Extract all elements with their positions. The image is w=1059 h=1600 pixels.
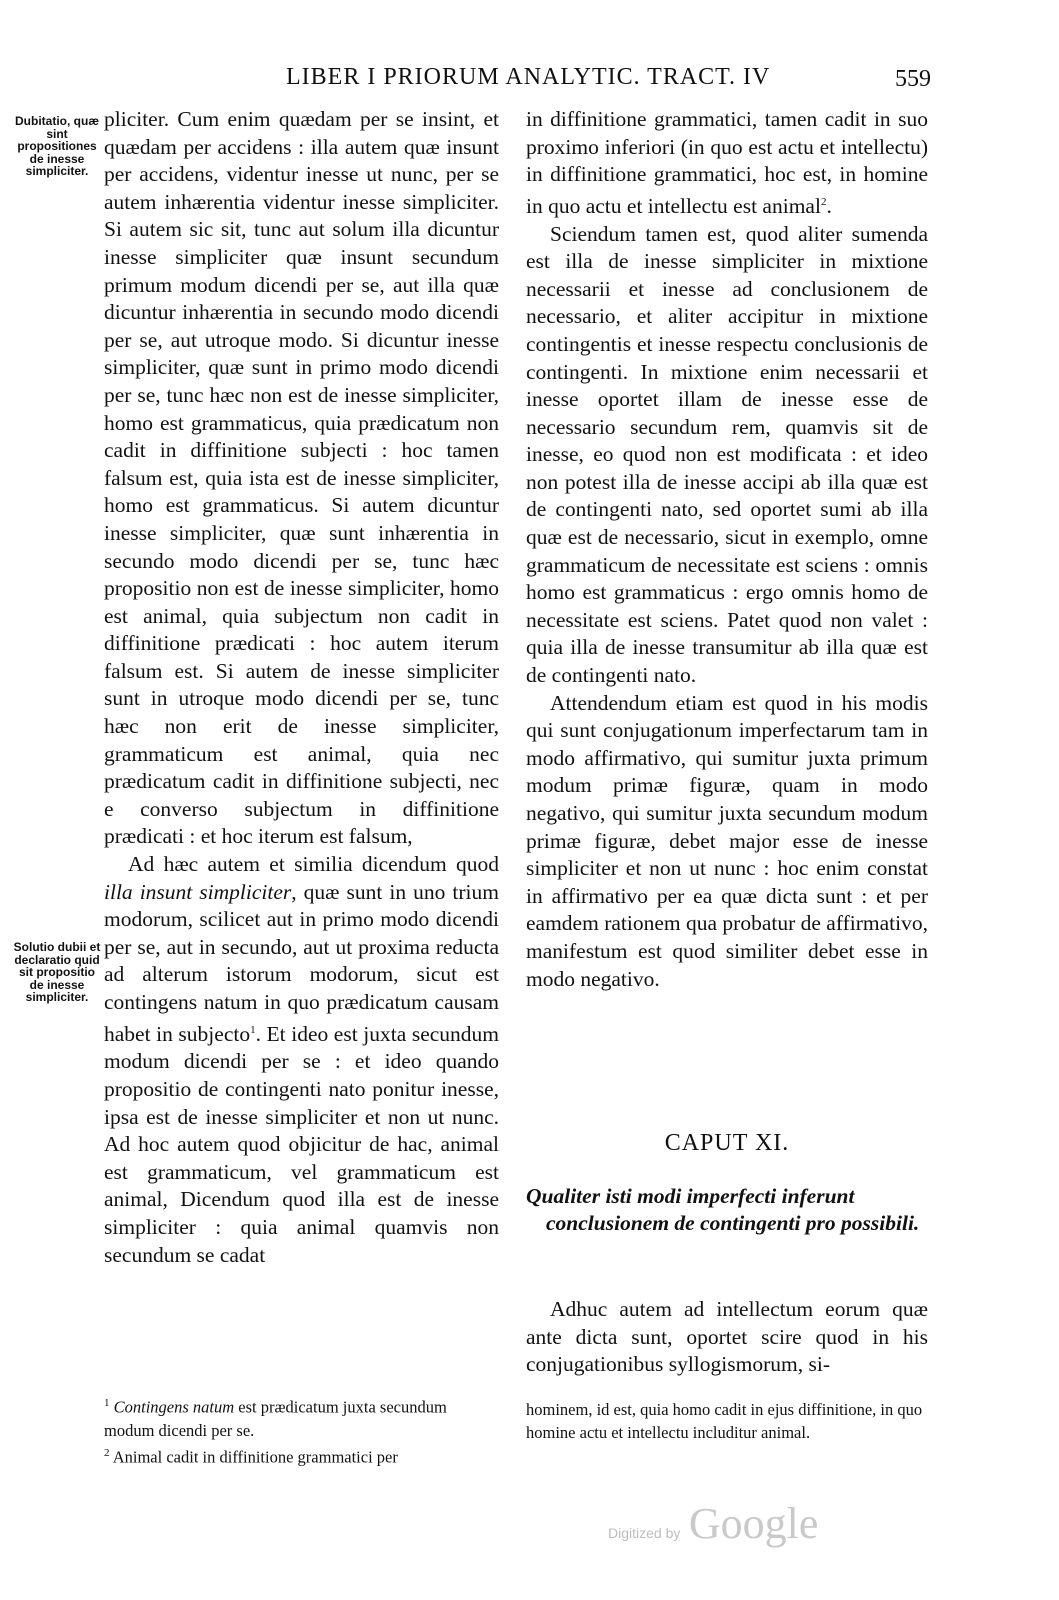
right-paragraph-2: Sciendum tamen est, quod aliter sumenda est illa de inesse simpliciter in mixtione necessarii et inesse ad conclusionem de necessario, et aliter accipitur in mixtione contingentis et inesse respectu conclusionis de contingenti. In mixtione enim necessarii et inesse oportet illam de inesse esse de necessario secundum rem, quamvis sit de inesse, eo quod non est modificata : et ideo non potest illa de inesse accipi ab illa quæ est de contingenti nato, sed oportet sumi ab illa quæ est de necessario, sicut in exemplo, omne grammaticum de necessitate est sciens : omnis homo est grammaticus : ergo omnis homo de necessitate est sciens. Patet quod non valet : quia illa de inesse transumitur ab illa quæ est de contingenti nato.: [526, 221, 928, 688]
google-logo: Google: [688, 1499, 819, 1548]
left-column: [104, 106, 499, 1269]
footnote-ref[interactable]: 2: [820, 195, 827, 208]
margin-note-dubitatio: Dubitatio, quæ sint propositiones de inesse simpliciter.: [15, 114, 99, 178]
footnote-2: $^2$ Animal cadit in diffinitione grammatici per: [104, 1446, 398, 1466]
footnotes-right: [526, 1398, 928, 1444]
right-paragraph-4: Adhuc autem ad intellectum eorum quæ ante dicta sunt, oportet scire quod in his conjugationibus syllogismorum, si-: [526, 1297, 928, 1377]
running-head: LIBER I PRIORUM ANALYTIC. TRACT. IV: [286, 64, 771, 90]
footnote-ref[interactable]: 1: [250, 1023, 256, 1036]
right-column: [526, 106, 928, 993]
left-paragraph-1: pliciter. Cum enim quædam per se insint, et quædam per accidens : illa autem quæ insunt per accidens, videntur inesse ut nunc, per se autem inhærentia videntur inesse simpliciter. Si autem sic sit, tunc aut solum illa dicuntur inesse simpliciter quæ insunt secundum primum modum dicendi per se, aut illa quæ dicuntur inhærentia in secundo modo dicendi per se, aut utroque modo. Si dicuntur inesse simpliciter, quæ sunt in primo modo dicendi per se, tunc hæc non est de inesse simpliciter, homo est grammaticus, quia prædicatum non cadit in diffinitione subjecti : hoc tamen falsum est, quia ista est de inesse simpliciter, homo est grammaticus. Si autem dicuntur inesse simpliciter, quæ sunt inhærentia in secundo modo dicendi per se, tunc hæc propositio non est de inesse simpliciter, homo est animal, quia subjectum non cadit in diffinitione prædicati : hoc autem iterum falsum est. Si autem de inesse simpliciter sunt in utroque modo dicendi per se, tunc hæc non erit de inesse simpliciter, grammaticum est animal, quia nec prædicatum cadit in diffinitione subjecti, nec e converso subjectum in diffinitione prædicati : et hoc iterum est falsum,: [104, 107, 499, 849]
right-paragraph-3: Attendendum etiam est quod in his modis qui sunt conjugationum imperfectarum tam in modo affirmativo, qui sumitur juxta primum modum primæ figuræ, quam in modo negativo, qui sumitur juxta secundum modum primæ figuræ, debet major esse de inesse simpliciter et non ut nunc : hoc enim constat in affirmativo per ea quæ dicta sunt : et per eamdem rationem qua probatur de affirmativo, manifestum est quod similiter debet esse in modo negativo.: [526, 690, 928, 991]
footnote-2-continued: hominem, id est, quia homo cadit in ejus diffinitione, in quo homine actu et intellectu includitur animal.: [526, 1400, 923, 1442]
digitized-watermark: [608, 1498, 818, 1549]
emphasis: illa insunt simpliciter: [104, 879, 292, 904]
footnotes-left: [104, 1392, 499, 1468]
chapter-title: Qualiter isti modi imperfecti inferunt conclusionem de contingenti pro possibili.: [526, 1184, 920, 1235]
chapter-heading: CAPUT XI.: [664, 1130, 790, 1156]
page-header: [0, 64, 1059, 104]
footnote-1: $^1$ Contingens natum est prædicatum juxta secundum modum dicendi per se.: [104, 1397, 447, 1440]
digitized-by-text: Digitized by: [608, 1525, 681, 1541]
margin-note-solutio: Solutio dubii et declaratio quid sit propositio de inesse simpliciter.: [13, 940, 101, 1004]
left-paragraph-2: Ad hæc autem et similia dicendum quod illa insunt simpliciter, quæ sunt in uno trium modorum, scilicet aut in primo modo dicendi per se, aut in secundo, aut ut proxima reducta ad alterum istorum modorum, sicut est contingens natum in quo prædicatum causam habet in subjecto$^1$. Et ideo est juxta secundum modum dicendi per se : et ideo quando propositio de contingenti nato ponitur inesse, ipsa est de inesse simpliciter et non ut nunc. Ad hoc autem quod objicitur de hac, animal est grammaticum, vel grammaticum est animal, Dicendum quod illa est de inesse simpliciter : quia animal quamvis non secundum se cadat: [104, 852, 500, 1267]
right-paragraph-1: in diffinitione grammatici, tamen cadit in suo proximo inferiori (in quo est actu et intellectu) in diffinitione grammatici, hoc est, in homine in quo actu et intellectu est animal$^2$.: [526, 107, 928, 218]
page-number: 559: [895, 66, 931, 92]
